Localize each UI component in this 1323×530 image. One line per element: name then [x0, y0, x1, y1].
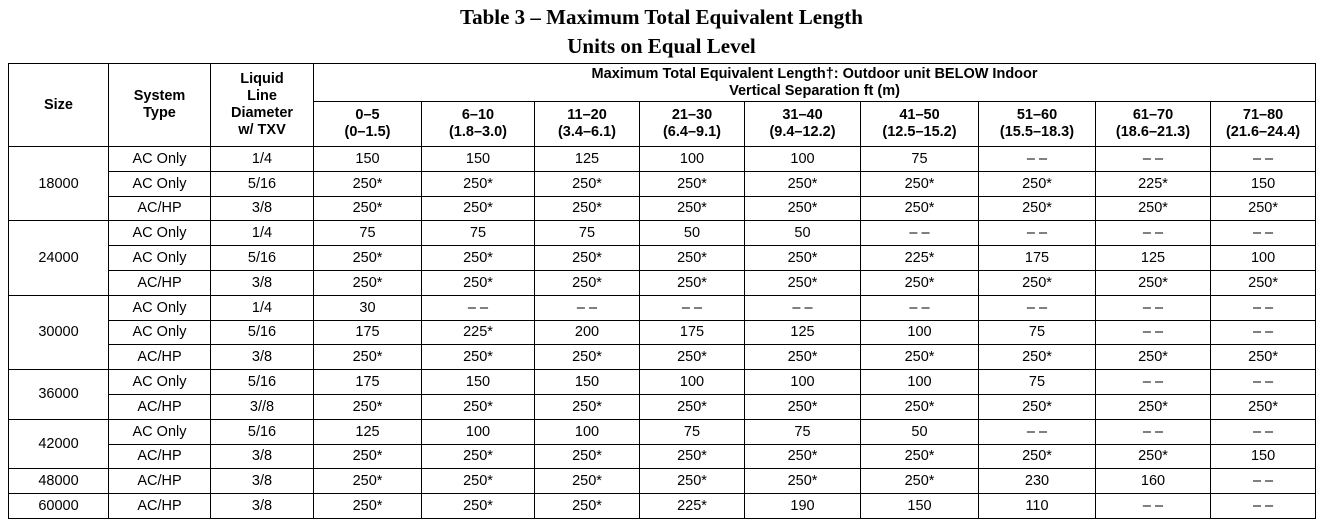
length-value-cell: 250* — [422, 444, 535, 469]
length-value-cell: – – — [979, 419, 1096, 444]
length-value-cell: 250* — [422, 345, 535, 370]
header-liquid-line-diameter: Liquid Line Diameter w/ TXV — [211, 64, 314, 147]
size-cell: 24000 — [9, 221, 109, 295]
liquid-line-diameter-cell: 5/16 — [211, 246, 314, 271]
table-subtitle: Units on Equal Level — [567, 34, 756, 58]
length-value-cell: 75 — [422, 221, 535, 246]
length-value-cell: – – — [1096, 494, 1211, 519]
length-value-cell: – – — [1096, 147, 1211, 172]
length-value-cell: 250* — [640, 270, 745, 295]
length-value-cell: 225* — [640, 494, 745, 519]
system-type-cell: AC Only — [109, 171, 211, 196]
length-value-cell: 250* — [640, 171, 745, 196]
length-value-cell: 125 — [535, 147, 640, 172]
length-value-cell: 75 — [535, 221, 640, 246]
system-type-cell: AC Only — [109, 147, 211, 172]
header-system-type: System Type — [109, 64, 211, 147]
length-value-cell: 250* — [314, 345, 422, 370]
length-value-cell: 250* — [1096, 270, 1211, 295]
length-value-cell: 250* — [422, 196, 535, 221]
table-row — [9, 171, 1316, 196]
length-value-cell: 250* — [640, 246, 745, 271]
length-value-cell: 225* — [1096, 171, 1211, 196]
table-row — [9, 270, 1316, 295]
table-row — [9, 295, 1316, 320]
table-row — [9, 469, 1316, 494]
length-value-cell: 250* — [979, 196, 1096, 221]
length-value-cell: 75 — [640, 419, 745, 444]
length-value-cell: 250* — [745, 246, 861, 271]
table-row — [9, 419, 1316, 444]
length-value-cell: 225* — [422, 320, 535, 345]
length-value-cell: 250* — [422, 171, 535, 196]
length-value-cell: 250* — [861, 469, 979, 494]
length-value-cell: 150 — [422, 370, 535, 395]
length-value-cell: 250* — [979, 345, 1096, 370]
length-value-cell: 250* — [535, 394, 640, 419]
header-range-8: 71–80 (21.6–24.4) — [1211, 102, 1316, 147]
length-value-cell: 250* — [314, 394, 422, 419]
length-value-cell: 250* — [861, 394, 979, 419]
length-value-cell: 75 — [861, 147, 979, 172]
length-value-cell: – – — [979, 221, 1096, 246]
length-value-cell: – – — [1096, 419, 1211, 444]
size-cell: 30000 — [9, 295, 109, 369]
length-value-cell: 175 — [979, 246, 1096, 271]
length-value-cell: 250* — [640, 469, 745, 494]
length-value-cell: 250* — [314, 196, 422, 221]
system-type-cell: AC/HP — [109, 196, 211, 221]
length-value-cell: – – — [861, 295, 979, 320]
length-value-cell: 160 — [1096, 469, 1211, 494]
length-value-cell: – – — [1096, 320, 1211, 345]
liquid-line-diameter-cell: 5/16 — [211, 419, 314, 444]
length-value-cell: 250* — [1096, 196, 1211, 221]
table-row — [9, 370, 1316, 395]
liquid-line-diameter-cell: 1/4 — [211, 295, 314, 320]
length-value-cell: 250* — [1096, 444, 1211, 469]
length-value-cell: 150 — [535, 370, 640, 395]
header-range-1: 6–10 (1.8–3.0) — [422, 102, 535, 147]
length-value-cell: 100 — [422, 419, 535, 444]
length-value-cell: – – — [1211, 419, 1316, 444]
length-value-cell: 250* — [979, 444, 1096, 469]
length-value-cell: – – — [1211, 221, 1316, 246]
header-range-5: 41–50 (12.5–15.2) — [861, 102, 979, 147]
length-value-cell: 250* — [745, 444, 861, 469]
length-value-cell: 175 — [640, 320, 745, 345]
length-value-cell: 250* — [314, 494, 422, 519]
liquid-line-diameter-cell: 3/8 — [211, 270, 314, 295]
length-value-cell: – – — [861, 221, 979, 246]
length-value-cell: – – — [979, 295, 1096, 320]
length-value-cell: – – — [1096, 370, 1211, 395]
system-type-cell: AC Only — [109, 221, 211, 246]
length-value-cell: 50 — [861, 419, 979, 444]
header-range-3: 21–30 (6.4–9.1) — [640, 102, 745, 147]
length-value-cell: 150 — [314, 147, 422, 172]
length-value-cell: 250* — [314, 246, 422, 271]
header-range-6: 51–60 (15.5–18.3) — [979, 102, 1096, 147]
table-row — [9, 320, 1316, 345]
system-type-cell: AC Only — [109, 320, 211, 345]
length-value-cell: 250* — [745, 345, 861, 370]
length-value-cell: 225* — [861, 246, 979, 271]
length-value-cell: – – — [1096, 221, 1211, 246]
length-value-cell: 100 — [745, 147, 861, 172]
length-value-cell: 190 — [745, 494, 861, 519]
length-value-cell: – – — [1096, 295, 1211, 320]
system-type-cell: AC/HP — [109, 494, 211, 519]
header-size: Size — [9, 64, 109, 147]
system-type-cell: AC/HP — [109, 270, 211, 295]
liquid-line-diameter-cell: 5/16 — [211, 370, 314, 395]
length-value-cell: 250* — [535, 171, 640, 196]
length-value-cell: 125 — [1096, 246, 1211, 271]
system-type-cell: AC/HP — [109, 394, 211, 419]
system-type-cell: AC Only — [109, 295, 211, 320]
length-value-cell: 250* — [535, 270, 640, 295]
header-range-0: 0–5 (0–1.5) — [314, 102, 422, 147]
length-value-cell: 75 — [745, 419, 861, 444]
liquid-line-diameter-cell: 3//8 — [211, 394, 314, 419]
header-range-4: 31–40 (9.4–12.2) — [745, 102, 861, 147]
length-value-cell: 100 — [861, 320, 979, 345]
length-value-cell: 100 — [745, 370, 861, 395]
length-value-cell: 75 — [314, 221, 422, 246]
length-value-cell: 250* — [422, 270, 535, 295]
length-value-cell: 250* — [1211, 345, 1316, 370]
length-value-cell: 175 — [314, 370, 422, 395]
header-range-7: 61–70 (18.6–21.3) — [1096, 102, 1211, 147]
system-type-cell: AC/HP — [109, 444, 211, 469]
header-range-2: 11–20 (3.4–6.1) — [535, 102, 640, 147]
length-value-cell: 250* — [640, 444, 745, 469]
liquid-line-diameter-cell: 5/16 — [211, 320, 314, 345]
system-type-cell: AC Only — [109, 246, 211, 271]
table-title: Table 3 – Maximum Total Equivalent Length — [460, 5, 863, 29]
length-value-cell: 75 — [979, 370, 1096, 395]
length-value-cell: 250* — [535, 345, 640, 370]
length-value-cell: 250* — [1211, 394, 1316, 419]
length-value-cell: 250* — [979, 171, 1096, 196]
length-value-cell: 250* — [979, 270, 1096, 295]
length-value-cell: 50 — [745, 221, 861, 246]
table-row — [9, 221, 1316, 246]
system-type-cell: AC/HP — [109, 469, 211, 494]
length-value-cell: 250* — [745, 196, 861, 221]
length-value-cell: 250* — [861, 345, 979, 370]
length-value-cell: 100 — [1211, 246, 1316, 271]
liquid-line-diameter-cell: 5/16 — [211, 171, 314, 196]
liquid-line-diameter-cell: 3/8 — [211, 469, 314, 494]
length-value-cell: 150 — [1211, 171, 1316, 196]
liquid-line-diameter-cell: 3/8 — [211, 444, 314, 469]
length-value-cell: 250* — [745, 270, 861, 295]
length-value-cell: 250* — [314, 444, 422, 469]
length-value-cell: 125 — [745, 320, 861, 345]
size-cell: 18000 — [9, 147, 109, 221]
length-value-cell: 250* — [745, 171, 861, 196]
length-value-cell: – – — [422, 295, 535, 320]
length-value-cell: 250* — [861, 444, 979, 469]
length-value-cell: 250* — [861, 171, 979, 196]
length-value-cell: 250* — [745, 469, 861, 494]
length-value-cell: 250* — [535, 494, 640, 519]
length-value-cell: 100 — [861, 370, 979, 395]
length-value-cell: 250* — [640, 394, 745, 419]
size-cell: 48000 — [9, 469, 109, 494]
length-value-cell: 250* — [861, 270, 979, 295]
length-value-cell: 250* — [535, 246, 640, 271]
length-value-cell: 50 — [640, 221, 745, 246]
table-row — [9, 444, 1316, 469]
length-value-cell: – – — [535, 295, 640, 320]
table-row — [9, 147, 1316, 172]
length-value-cell: 250* — [422, 469, 535, 494]
liquid-line-diameter-cell: 1/4 — [211, 221, 314, 246]
length-value-cell: – – — [1211, 147, 1316, 172]
size-cell: 60000 — [9, 494, 109, 519]
system-type-cell: AC Only — [109, 419, 211, 444]
length-value-cell: – – — [640, 295, 745, 320]
length-value-cell: 250* — [1211, 196, 1316, 221]
length-value-cell: 100 — [640, 370, 745, 395]
length-value-cell: 250* — [314, 469, 422, 494]
equivalent-length-table — [8, 63, 1316, 519]
length-value-cell: 250* — [1096, 345, 1211, 370]
liquid-line-diameter-cell: 3/8 — [211, 345, 314, 370]
length-value-cell: – – — [1211, 469, 1316, 494]
length-value-cell: 250* — [535, 444, 640, 469]
length-value-cell: 100 — [640, 147, 745, 172]
length-value-cell: 250* — [422, 246, 535, 271]
size-cell: 42000 — [9, 419, 109, 469]
size-cell: 36000 — [9, 370, 109, 420]
length-value-cell: 250* — [422, 494, 535, 519]
length-value-cell: – – — [1211, 494, 1316, 519]
length-value-cell: – – — [1211, 295, 1316, 320]
table-row — [9, 494, 1316, 519]
table-row — [9, 394, 1316, 419]
length-value-cell: 230 — [979, 469, 1096, 494]
length-value-cell: – – — [1211, 370, 1316, 395]
length-value-cell: 250* — [314, 270, 422, 295]
length-value-cell: – – — [745, 295, 861, 320]
length-value-cell: 150 — [1211, 444, 1316, 469]
table-row — [9, 196, 1316, 221]
length-value-cell: 75 — [979, 320, 1096, 345]
length-value-cell: 110 — [979, 494, 1096, 519]
length-value-cell: 200 — [535, 320, 640, 345]
length-value-cell: 250* — [422, 394, 535, 419]
length-value-cell: 250* — [979, 394, 1096, 419]
liquid-line-diameter-cell: 3/8 — [211, 494, 314, 519]
liquid-line-diameter-cell: 3/8 — [211, 196, 314, 221]
liquid-line-diameter-cell: 1/4 — [211, 147, 314, 172]
length-value-cell: – – — [979, 147, 1096, 172]
length-value-cell: 150 — [861, 494, 979, 519]
length-value-cell: 250* — [314, 171, 422, 196]
table-row — [9, 345, 1316, 370]
length-value-cell: – – — [1211, 320, 1316, 345]
length-value-cell: 250* — [535, 196, 640, 221]
length-value-cell: 250* — [861, 196, 979, 221]
length-value-cell: 250* — [640, 196, 745, 221]
length-value-cell: 150 — [422, 147, 535, 172]
length-value-cell: 250* — [745, 394, 861, 419]
length-value-cell: 125 — [314, 419, 422, 444]
length-value-cell: 30 — [314, 295, 422, 320]
length-value-cell: 175 — [314, 320, 422, 345]
length-value-cell: 250* — [1211, 270, 1316, 295]
length-value-cell: 250* — [535, 469, 640, 494]
header-vertical-separation-group: Maximum Total Equivalent Length†: Outdoor unit BELOW Indoor Vertical Separation ft (m) — [314, 64, 1316, 102]
system-type-cell: AC/HP — [109, 345, 211, 370]
length-value-cell: 100 — [535, 419, 640, 444]
length-value-cell: 250* — [640, 345, 745, 370]
length-value-cell: 250* — [1096, 394, 1211, 419]
table-row — [9, 246, 1316, 271]
system-type-cell: AC Only — [109, 370, 211, 395]
